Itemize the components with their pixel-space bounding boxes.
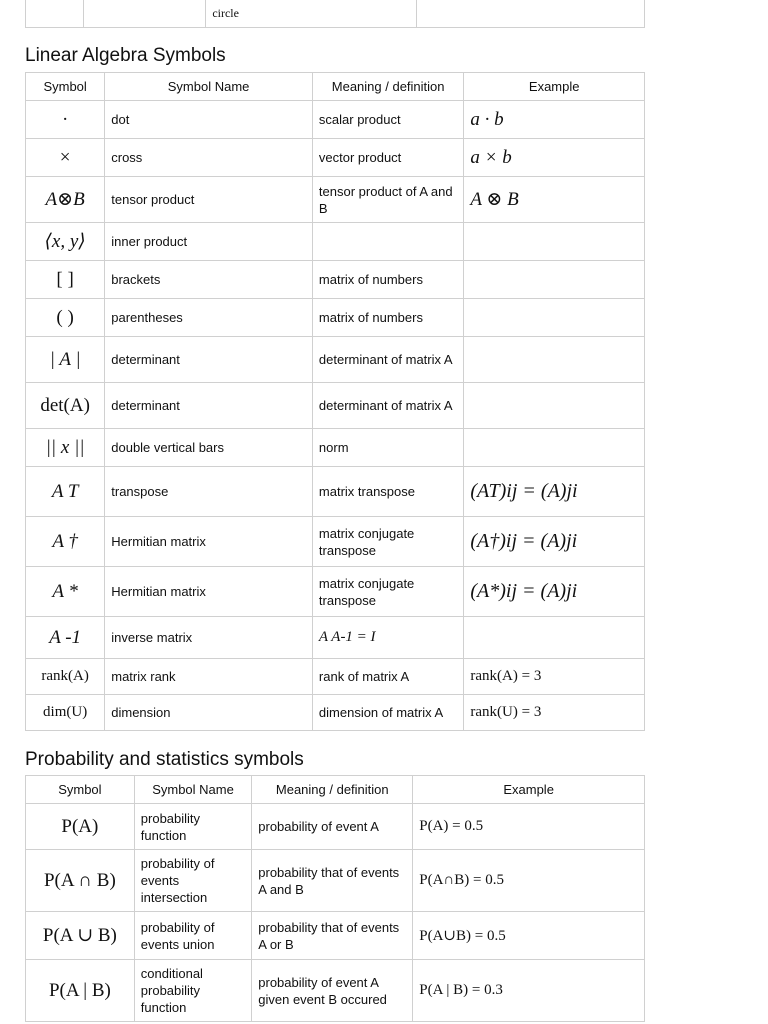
meaning-cell: matrix conjugate transpose xyxy=(312,517,463,567)
symbol-cell: A † xyxy=(26,517,105,567)
name-cell: matrix rank xyxy=(105,659,313,695)
table-row xyxy=(26,101,645,139)
example-cell xyxy=(464,383,645,429)
table-row xyxy=(26,177,645,223)
column-header: Symbol Name xyxy=(134,776,251,804)
symbol-cell: A T xyxy=(26,467,105,517)
example-cell: (A*)ij = (A)ji xyxy=(464,567,645,617)
symbol-cell: × xyxy=(26,139,105,177)
meaning-cell: matrix transpose xyxy=(312,467,463,517)
name-cell: dot xyxy=(105,101,313,139)
meaning-cell: A A-1 = I xyxy=(312,617,463,659)
table-row xyxy=(26,223,645,261)
name-cell: Hermitian matrix xyxy=(105,567,313,617)
example-cell: P(A∩B) = 0.5 xyxy=(413,850,645,912)
symbol-cell: ( ) xyxy=(26,299,105,337)
table-row xyxy=(26,567,645,617)
table-header-row xyxy=(26,73,645,101)
table-row xyxy=(26,299,645,337)
table-row xyxy=(26,850,645,912)
meaning-cell: matrix of numbers xyxy=(312,261,463,299)
column-header: Symbol Name xyxy=(105,73,313,101)
table-cell xyxy=(26,0,84,28)
name-cell: probability function xyxy=(134,804,251,850)
symbol-cell: | A | xyxy=(26,337,105,383)
symbol-cell: A * xyxy=(26,567,105,617)
name-cell: determinant xyxy=(105,337,313,383)
linear-algebra-heading: Linear Algebra Symbols xyxy=(25,45,226,66)
table-row xyxy=(26,429,645,467)
example-cell: P(A | B) = 0.3 xyxy=(413,960,645,1022)
table-row xyxy=(26,659,645,695)
table-row xyxy=(26,517,645,567)
table-cell xyxy=(417,0,645,28)
meaning-cell: vector product xyxy=(312,139,463,177)
name-cell: brackets xyxy=(105,261,313,299)
symbol-cell: dim(U) xyxy=(26,695,105,731)
meaning-cell: matrix conjugate transpose xyxy=(312,567,463,617)
meaning-cell: matrix of numbers xyxy=(312,299,463,337)
table-header-row xyxy=(26,776,645,804)
name-cell: cross xyxy=(105,139,313,177)
example-cell xyxy=(464,261,645,299)
table-row xyxy=(26,467,645,517)
symbol-cell: P(A ∪ B) xyxy=(26,912,135,960)
table-row xyxy=(26,695,645,731)
symbol-cell: P(A ∩ B) xyxy=(26,850,135,912)
symbol-cell: P(A | B) xyxy=(26,960,135,1022)
name-cell: probability of events intersection xyxy=(134,850,251,912)
table-row xyxy=(26,139,645,177)
example-cell: P(A∪B) = 0.5 xyxy=(413,912,645,960)
symbol-cell: A⊗B xyxy=(26,177,105,223)
example-cell: (AT)ij = (A)ji xyxy=(464,467,645,517)
symbol-cell: det(A) xyxy=(26,383,105,429)
symbol-cell: A -1 xyxy=(26,617,105,659)
example-cell: rank(A) = 3 xyxy=(464,659,645,695)
name-cell: inverse matrix xyxy=(105,617,313,659)
example-cell xyxy=(464,617,645,659)
example-cell: (A†)ij = (A)ji xyxy=(464,517,645,567)
name-cell: double vertical bars xyxy=(105,429,313,467)
example-cell: rank(U) = 3 xyxy=(464,695,645,731)
meaning-cell: rank of matrix A xyxy=(312,659,463,695)
name-cell: transpose xyxy=(105,467,313,517)
example-cell xyxy=(464,429,645,467)
symbol-cell: P(A) xyxy=(26,804,135,850)
example-cell: a · b xyxy=(464,101,645,139)
example-cell xyxy=(464,299,645,337)
table-row xyxy=(26,960,645,1022)
name-cell: conditional probability function xyxy=(134,960,251,1022)
meaning-cell: tensor product of A and B xyxy=(312,177,463,223)
name-cell: parentheses xyxy=(105,299,313,337)
name-cell: probability of events union xyxy=(134,912,251,960)
probability-table xyxy=(25,775,645,1022)
meaning-cell: dimension of matrix A xyxy=(312,695,463,731)
name-cell: Hermitian matrix xyxy=(105,517,313,567)
meaning-cell: norm xyxy=(312,429,463,467)
table-row xyxy=(26,261,645,299)
column-header: Example xyxy=(413,776,645,804)
column-header: Example xyxy=(464,73,645,101)
symbol-cell: rank(A) xyxy=(26,659,105,695)
meaning-cell: probability that of events A and B xyxy=(252,850,413,912)
meaning-cell: scalar product xyxy=(312,101,463,139)
meaning-cell: probability that of events A or B xyxy=(252,912,413,960)
example-cell xyxy=(464,337,645,383)
table-cell xyxy=(83,0,206,28)
meaning-cell: determinant of matrix A xyxy=(312,337,463,383)
probability-heading: Probability and statistics symbols xyxy=(25,749,304,770)
meaning-cell: probability of event A xyxy=(252,804,413,850)
table-row xyxy=(26,804,645,850)
column-header: Symbol xyxy=(26,73,105,101)
symbol-cell: [ ] xyxy=(26,261,105,299)
example-cell: a × b xyxy=(464,139,645,177)
symbol-cell: ⟨x, y⟩ xyxy=(26,223,105,261)
meaning-cell: probability of event A given event B occured xyxy=(252,960,413,1022)
table-row xyxy=(26,617,645,659)
name-cell: tensor product xyxy=(105,177,313,223)
example-cell: A ⊗ B xyxy=(464,177,645,223)
previous-table-fragment xyxy=(25,0,645,28)
table-row xyxy=(26,337,645,383)
table-cell: circle xyxy=(206,0,417,28)
symbol-cell: · xyxy=(26,101,105,139)
linear-algebra-table xyxy=(25,72,645,731)
table-row xyxy=(26,912,645,960)
meaning-cell xyxy=(312,223,463,261)
column-header: Meaning / definition xyxy=(252,776,413,804)
table-row xyxy=(26,383,645,429)
example-cell xyxy=(464,223,645,261)
meaning-cell: determinant of matrix A xyxy=(312,383,463,429)
name-cell: dimension xyxy=(105,695,313,731)
symbol-cell: || x || xyxy=(26,429,105,467)
column-header: Meaning / definition xyxy=(312,73,463,101)
name-cell: inner product xyxy=(105,223,313,261)
example-cell: P(A) = 0.5 xyxy=(413,804,645,850)
column-header: Symbol xyxy=(26,776,135,804)
name-cell: determinant xyxy=(105,383,313,429)
